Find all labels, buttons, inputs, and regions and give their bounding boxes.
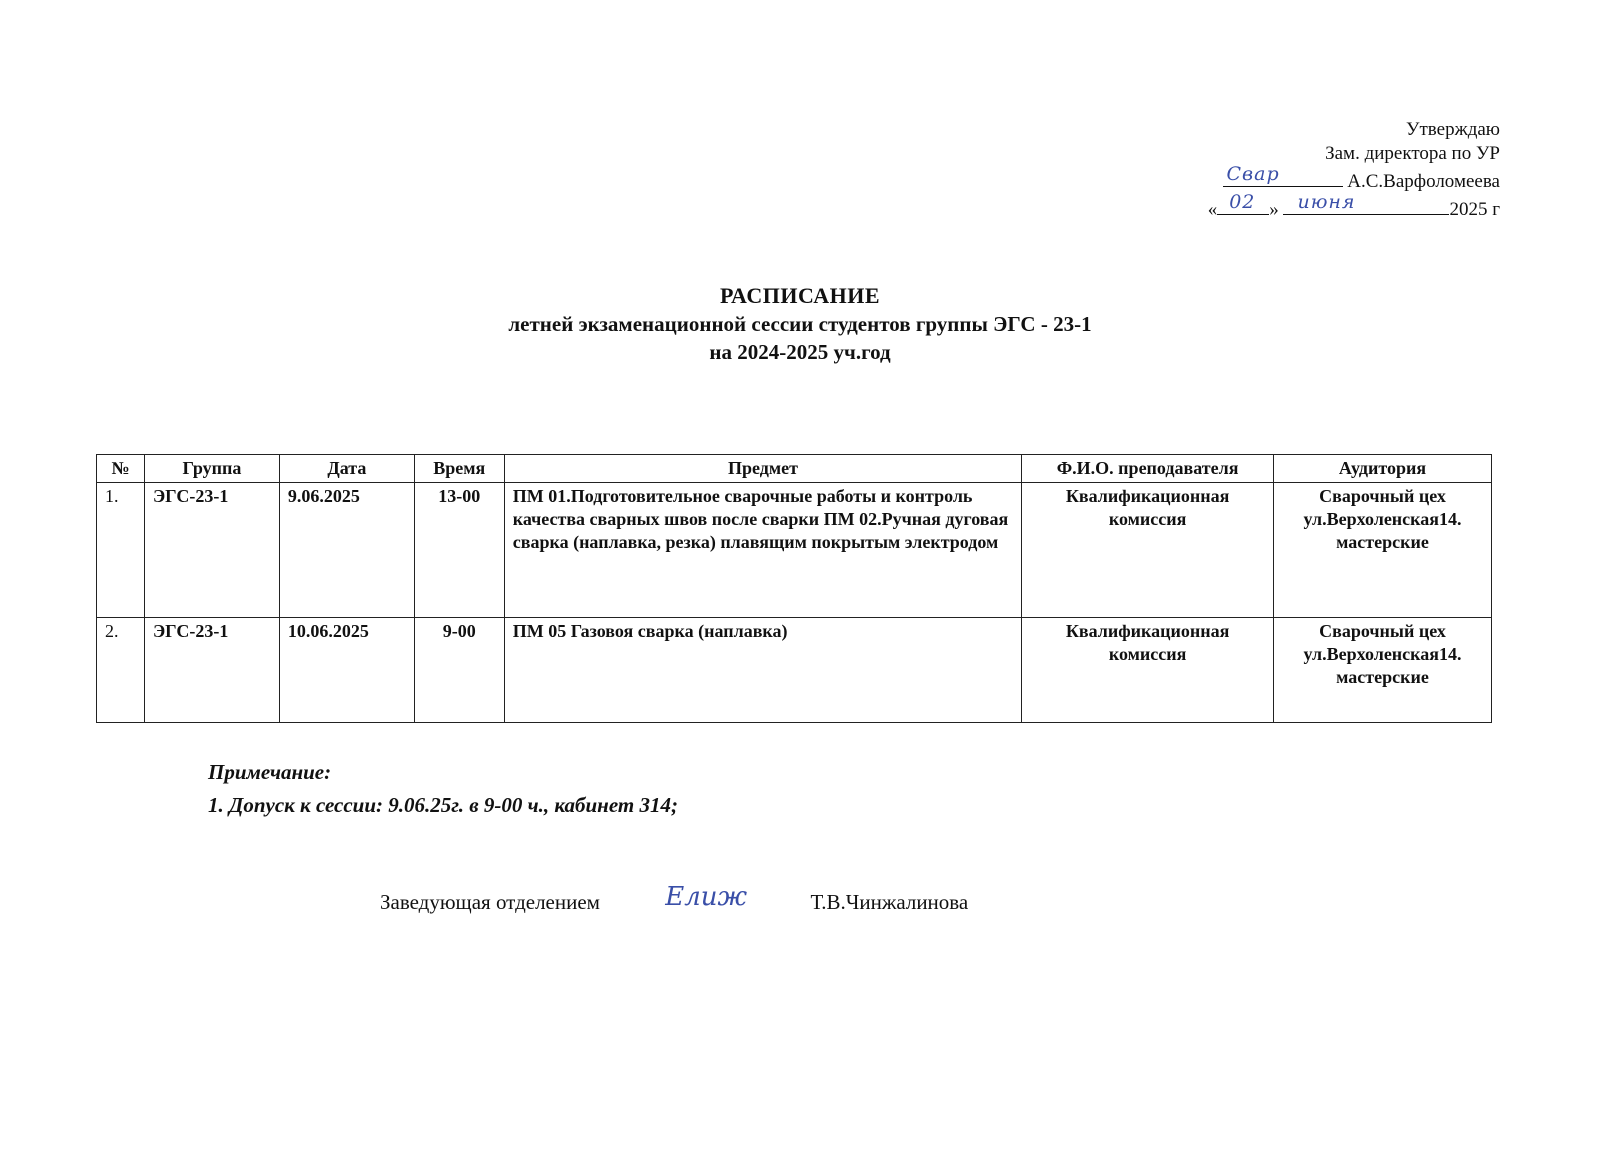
date-day-blank (1217, 191, 1269, 215)
row-group: ЭГС-23-1 (144, 483, 279, 618)
row-date: 10.06.2025 (279, 618, 414, 723)
row-number: 2. (97, 618, 145, 723)
approval-block (1080, 118, 1500, 222)
approval-heading: Утверждаю (1406, 119, 1500, 140)
column-header-teacher: Ф.И.О. преподавателя (1022, 455, 1274, 483)
column-header-time: Время (414, 455, 504, 483)
row-group: ЭГС-23-1 (144, 618, 279, 723)
column-header-number: № (97, 455, 145, 483)
date-year: 2025 г (1449, 199, 1500, 220)
row-subject: ПМ 05 Газовоя сварка (наплавка) (504, 618, 1021, 723)
handwritten-signature: Елиж (665, 882, 748, 912)
column-header-group: Группа (144, 455, 279, 483)
row-number: 1. (97, 483, 145, 618)
document-title-block (0, 282, 1600, 366)
approver-name: А.С.Варфоломеева (1347, 171, 1500, 192)
signature-block (380, 882, 969, 916)
note-item: 1. Допуск к сессии: 9.06.25г. в 9-00 ч., кабинет 314; (208, 793, 678, 817)
approver-handwritten-signature: Свар (1226, 163, 1280, 185)
row-time: 13-00 (414, 483, 504, 618)
note-title: Примечание: (208, 760, 332, 784)
table-header-row (97, 455, 1492, 483)
row-room: Сварочный цех ул.Верхоленская14. мастерские (1274, 483, 1492, 618)
table-row (97, 618, 1492, 723)
note-block (208, 756, 678, 822)
column-header-room: Аудитория (1274, 455, 1492, 483)
date-month-handwriting: июня (1297, 191, 1356, 213)
signature-blank (1223, 163, 1343, 187)
document-title: РАСПИСАНИЕ (719, 283, 881, 308)
approver-signature-line (1080, 163, 1500, 194)
column-header-date: Дата (279, 455, 414, 483)
row-teacher: Квалификационная комиссия (1022, 483, 1274, 618)
document-subtitle: летней экзаменационной сессии студентов группы ЭГС - 23-1 (508, 312, 1092, 336)
signer-name: Т.В.Чинжалинова (810, 890, 969, 914)
approver-position: Зам. директора по УР (1325, 143, 1500, 164)
row-date: 9.06.2025 (279, 483, 414, 618)
date-month-blank (1283, 191, 1449, 215)
column-header-subject: Предмет (504, 455, 1021, 483)
schedule-table (96, 454, 1492, 723)
row-subject: ПМ 01.Подготовительное сварочные работы и контроль качества сварных швов после сварки ПМ 02.Ручная дуговая сварка (наплавка, резка) плавящим покрытым электродом (504, 483, 1021, 618)
row-teacher: Квалификационная комиссия (1022, 618, 1274, 723)
academic-year: на 2024-2025 уч.год (709, 340, 891, 364)
date-day-handwriting: 02 (1229, 191, 1256, 213)
row-room: Сварочный цех ул.Верхоленская14. мастерские (1274, 618, 1492, 723)
approval-date-line: « 02 » июня 2025 г (1207, 191, 1500, 220)
table-row (97, 483, 1492, 618)
row-time: 9-00 (414, 618, 504, 723)
signer-role: Заведующая отделением (380, 890, 600, 914)
